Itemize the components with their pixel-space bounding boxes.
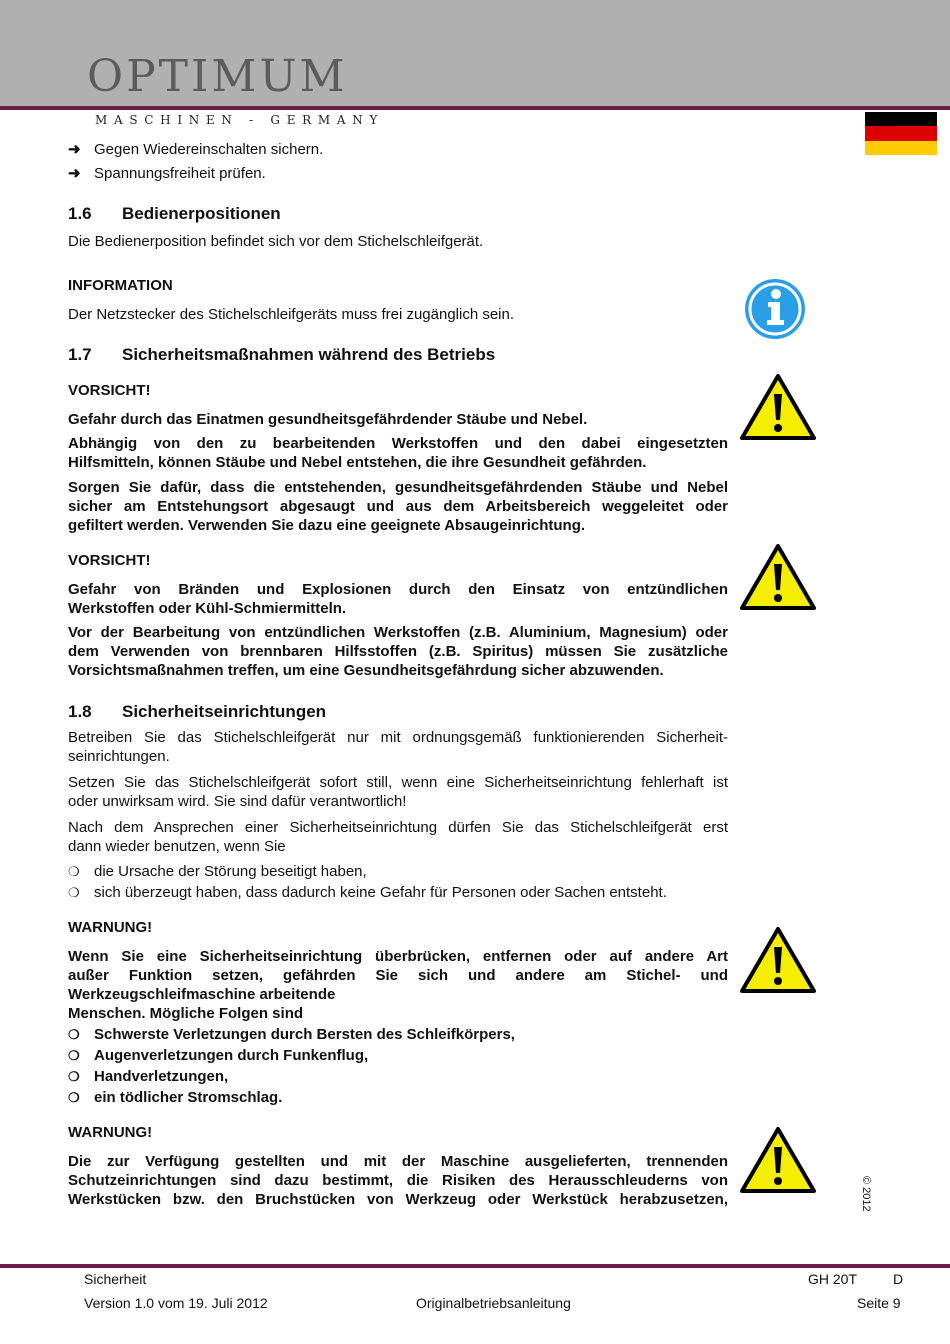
warning-text: Menschen. Mögliche Folgen sind (68, 1005, 304, 1022)
german-flag-icon (865, 112, 937, 155)
caution-text: Gefahr von Bränden und Explosionen durch den Einsatz von entzündlichen (68, 581, 728, 598)
list-item: ❍ ein tödlicher Stromschlag. (68, 1089, 283, 1106)
warning-label: WARNUNG! (68, 919, 153, 936)
paragraph: Betreiben Sie das Stichelschleifgerät nur mit ordnungsgemäß funktionierenden Sicherheit- (68, 729, 728, 746)
caution-text: Sorgen Sie dafür, dass die entstehenden, gesundheitsgefährdenden Stäube und Nebel (68, 479, 728, 496)
footer-divider (0, 1264, 950, 1268)
section-heading-1-6: 1.6 Bedienerpositionen (68, 204, 281, 223)
brand-tagline: MASCHINEN - GERMANY (95, 113, 385, 127)
caution-label: VORSICHT! (68, 382, 151, 399)
list-item: ❍ Schwerste Verletzungen durch Bersten des Schleifkörpers, (68, 1026, 515, 1043)
paragraph: dann wieder benutzen, wenn Sie (68, 838, 286, 855)
warning-text: Wenn Sie eine Sicherheitseinrichtung überbrücken, entfernen oder auf andere Art (68, 948, 728, 965)
info-label: INFORMATION (68, 277, 173, 294)
info-text: Der Netzstecker des Stichelschleifgeräts muss frei zugänglich sein. (68, 306, 515, 323)
paragraph: oder unwirksam wird. Sie sind dafür verantwortlich! (68, 793, 407, 810)
footer-page-number: Seite 9 (857, 1295, 901, 1311)
footer-version: Version 1.0 vom 19. Juli 2012 (84, 1295, 268, 1311)
caution-text: Abhängig von den zu bearbeitenden Werkstoffen und den dabei eingesetzten (68, 435, 728, 452)
footer-chapter: Sicherheit (84, 1271, 147, 1287)
footer-doc-type: Originalbetriebsanleitung (416, 1295, 571, 1311)
circle-bullet-icon: ❍ (68, 1048, 80, 1063)
caution-text: Gefahr durch das Einatmen gesundheitsgefährdender Stäube und Nebel. (68, 411, 588, 428)
list-item: ❍ Augenverletzungen durch Funkenflug, (68, 1047, 369, 1064)
paragraph: Die Bedienerposition befindet sich vor dem Stichelschleifgerät. (68, 233, 484, 250)
paragraph: seinrichtungen. (68, 748, 170, 765)
warning-triangle-icon (740, 374, 816, 440)
section-heading-1-8: 1.8 Sicherheitseinrichtungen (68, 702, 327, 721)
circle-bullet-icon: ❍ (68, 864, 80, 879)
caution-text: dem Verwenden von brennbaren Hilfsstoffen (z.B. Spiritus) müssen Sie zusätzliche (68, 643, 728, 660)
caution-text: Vor der Bearbeitung von entzündlichen Werkstoffen (z.B. Aluminium, Magnesium) oder (68, 624, 728, 641)
warning-text: Die zur Verfügung gestellten und mit der Maschine ausgelieferten, trennenden (68, 1153, 728, 1170)
caution-text: Hilfsmitteln, können Stäube und Nebel entstehen, die ihre Gesundheit gefährden. (68, 454, 647, 471)
caution-text: Werkstoffen oder Kühl-Schmiermitteln. (68, 600, 347, 617)
caution-label: VORSICHT! (68, 552, 151, 569)
warning-text: Werkzeugschleifmaschine arbeitende (68, 986, 336, 1003)
paragraph: Setzen Sie das Stichelschleifgerät sofort still, wenn eine Sicherheitseinrichtung fehlerhaft ist (68, 774, 728, 791)
caution-text: Vorsichtsmaßnahmen treffen, um eine Gesundheitsgefährdung sicher abzuwenden. (68, 662, 664, 679)
copyright-notice: © 2012 (860, 1176, 872, 1212)
step-item: ➜ Spannungsfreiheit prüfen. (68, 165, 266, 182)
footer-model: GH 20T (808, 1271, 858, 1287)
circle-bullet-icon: ❍ (68, 885, 80, 900)
arrow-right-icon: ➜ (68, 141, 81, 158)
circle-bullet-icon: ❍ (68, 1069, 80, 1084)
circle-bullet-icon: ❍ (68, 1090, 80, 1105)
warning-triangle-icon (740, 1127, 816, 1193)
arrow-right-icon: ➜ (68, 165, 81, 182)
caution-text: sicher am Entstehungsort abgesaugt und aus dem Arbeitsbereich weggeleitet oder (68, 498, 728, 515)
warning-triangle-icon (740, 544, 816, 610)
header-divider (0, 106, 950, 110)
warning-triangle-icon (740, 927, 816, 993)
warning-label: WARNUNG! (68, 1124, 153, 1141)
step-item: ➜ Gegen Wiedereinschalten sichern. (68, 141, 324, 158)
footer-language: D (893, 1271, 904, 1287)
brand-logo: OPTIMUM (87, 51, 348, 102)
information-icon (744, 278, 806, 340)
list-item: ❍ sich überzeugt haben, dass dadurch keine Gefahr für Personen oder Sachen entsteht. (68, 884, 667, 901)
warning-text: Werkstücken bzw. den Bruchstücken von Werkzeug oder Werkstück herabzusetzen, (68, 1191, 728, 1208)
caution-text: gefiltert werden. Verwenden Sie dazu eine geeignete Absaugeinrichtung. (68, 517, 586, 534)
paragraph: Nach dem Ansprechen einer Sicherheitseinrichtung dürfen Sie das Stichelschleifgerät erst (68, 819, 728, 836)
list-item: ❍ die Ursache der Störung beseitigt haben, (68, 863, 367, 880)
section-heading-1-7: 1.7 Sicherheitsmaßnahmen während des Betriebs (68, 345, 496, 364)
circle-bullet-icon: ❍ (68, 1027, 80, 1042)
list-item: ❍ Handverletzungen, (68, 1068, 229, 1085)
warning-text: Schutzeinrichtungen sind dazu bestimmt, die Risiken des Herausschleuderns von (68, 1172, 728, 1189)
warning-text: außer Funktion setzen, gefährden Sie sich und andere am Stichel- und (68, 967, 728, 984)
